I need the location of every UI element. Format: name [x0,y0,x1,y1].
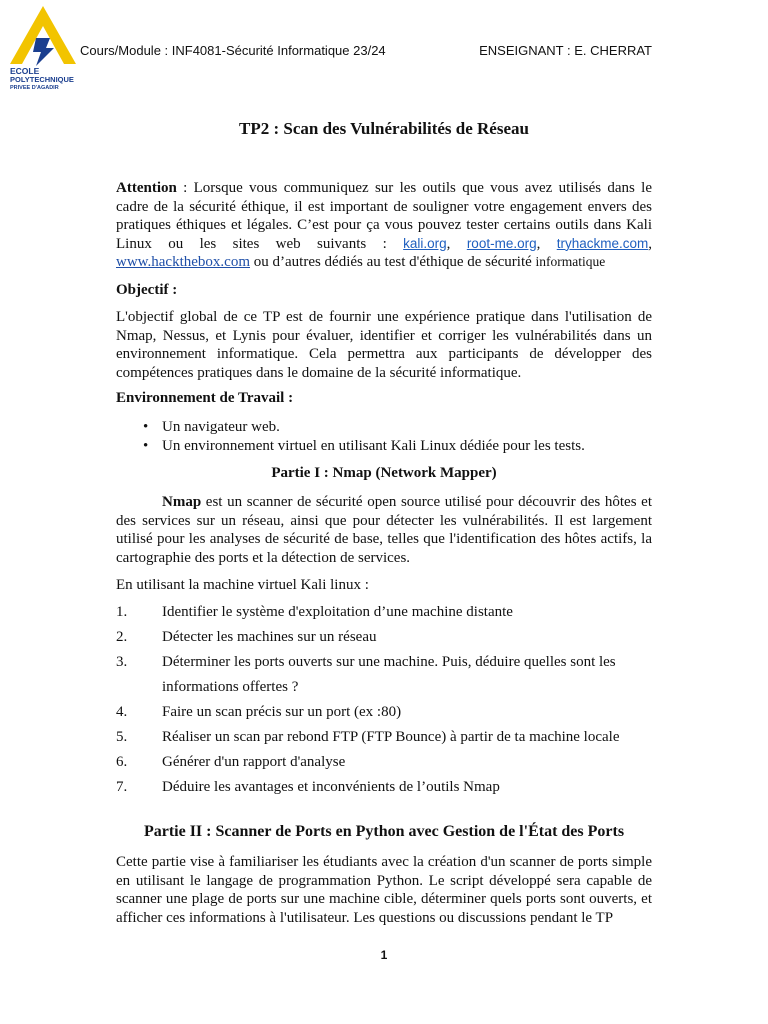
attention-text-end: ou d’autres dédiés au test d'éthique de sécurité [250,254,536,271]
nmap-task-list [116,600,652,800]
list-item [116,775,652,800]
list-number: 4. [116,704,128,720]
logo-bolt [33,38,54,66]
link-tryhackme[interactable]: tryhackme.com [556,235,649,251]
objectif-heading: Objectif : [116,282,178,298]
teacher-label: ENSEIGNANT : E. CHERRAT [479,43,652,58]
list-item [116,437,652,456]
list-item [116,418,652,437]
logo-text-3: PRIVEE D'AGADIR [10,85,59,90]
attention-text: : Lorsque vous communiquez sur les outils que vous avez utilisés dans le cadre de la sécurité éthique, il est important de souligner votre engagement envers des pratiques éthiques et légales. C’est pour ça vous pouvez tester certains outils dans Kali Linux ou les sites web suivants : [116,180,652,252]
attention-paragraph [116,179,652,272]
list-item-text: Déterminer les ports ouverts sur une machine. Puis, déduire quelles sont les informations offertes ? [162,654,616,695]
logo-text-1: ECOLE [10,66,40,76]
bullet-icon: • [143,419,149,435]
nmap-intro [116,493,652,567]
list-item [116,650,652,700]
page-title: TP2 : Scan des Vulnérabilités de Réseau [239,119,529,138]
attention-label: Attention [116,180,177,196]
attention-text-last: informatique [535,254,606,270]
link-sep: , [648,235,653,252]
page-number: 1 [380,948,388,962]
environnement-heading: Environnement de Travail : [116,390,294,406]
partie1-lead: En utilisant la machine virtuel Kali linux : [116,577,369,593]
link-rootme[interactable]: root-me.org [466,235,537,251]
bullet-icon: • [143,438,149,454]
list-number: 6. [116,754,128,770]
link-kali[interactable]: kali.org [403,235,447,251]
list-number: 1. [116,604,128,620]
list-item-text: Identifier le système d'exploitation d’une machine distante [162,604,513,620]
list-item-text: Réaliser un scan par rebond FTP (FTP Bounce) à partir de ta machine locale [162,729,620,745]
list-item-text: Faire un scan précis sur un port (ex :80) [162,704,402,720]
environnement-list [116,418,652,456]
link-sep: , [536,235,557,252]
nmap-intro-text: est un scanner de sécurité open source utilisé pour découvrir des hôtes et des services sur un réseau, ainsi que pour détecter les vulnérabilités. Il est largement utilisé pour les analyses de sécurité de base, telles que l'identification des hôtes actifs, la cartographie des ports et la détection de services. [116,494,652,566]
list-number: 7. [116,779,128,795]
logo-text-2: POLYTECHNIQUE [10,75,74,84]
list-item [116,600,652,625]
objectif-paragraph: L'objectif global de ce TP est de fournir une expérience pratique dans l'utilisation de Nmap, Nessus, et Lynis pour évaluer, identifier et corriger les vulnérabilités dans un environnement informatique. Cela permettra aux participants de développer des compétences pratiques dans le domaine de la sécurité informatique. [116,309,652,381]
course-label: Cours/Module : INF4081-Sécurité Informatique 23/24 [80,43,386,58]
list-item-text: Détecter les machines sur un réseau [162,629,377,645]
partie1-heading: Partie I : Nmap (Network Mapper) [271,465,497,481]
partie2-paragraph: Cette partie vise à familiariser les étudiants avec la création d'un scanner de ports simple en utilisant le langage de programmation Python. Le script développé sera capable de scanner une plage de ports sur une machine cible, déterminer quels ports sont ouverts, et afficher ces informations à l'utilisateur. Les questions ou discussions pendant le TP [116,854,652,926]
school-logo [6,4,80,90]
list-item-text: Un environnement virtuel en utilisant Kali Linux dédiée pour les tests. [162,438,585,454]
list-item [116,725,652,750]
list-number: 5. [116,729,128,745]
list-item-text: Déduire les avantages et inconvénients de l’outils Nmap [162,779,500,795]
list-item [116,625,652,650]
list-item [116,700,652,725]
nmap-bold: Nmap [162,494,202,510]
list-item [116,750,652,775]
link-sep: , [446,235,467,252]
link-hackthebox[interactable]: www.hackthebox.com [116,254,250,271]
list-item-text: Un navigateur web. [162,419,280,435]
list-number: 3. [116,654,128,670]
partie2-heading: Partie II : Scanner de Ports en Python avec Gestion de l'État des Ports [143,823,625,840]
list-item-text: Générer d'un rapport d'analyse [162,754,346,770]
list-number: 2. [116,629,128,645]
